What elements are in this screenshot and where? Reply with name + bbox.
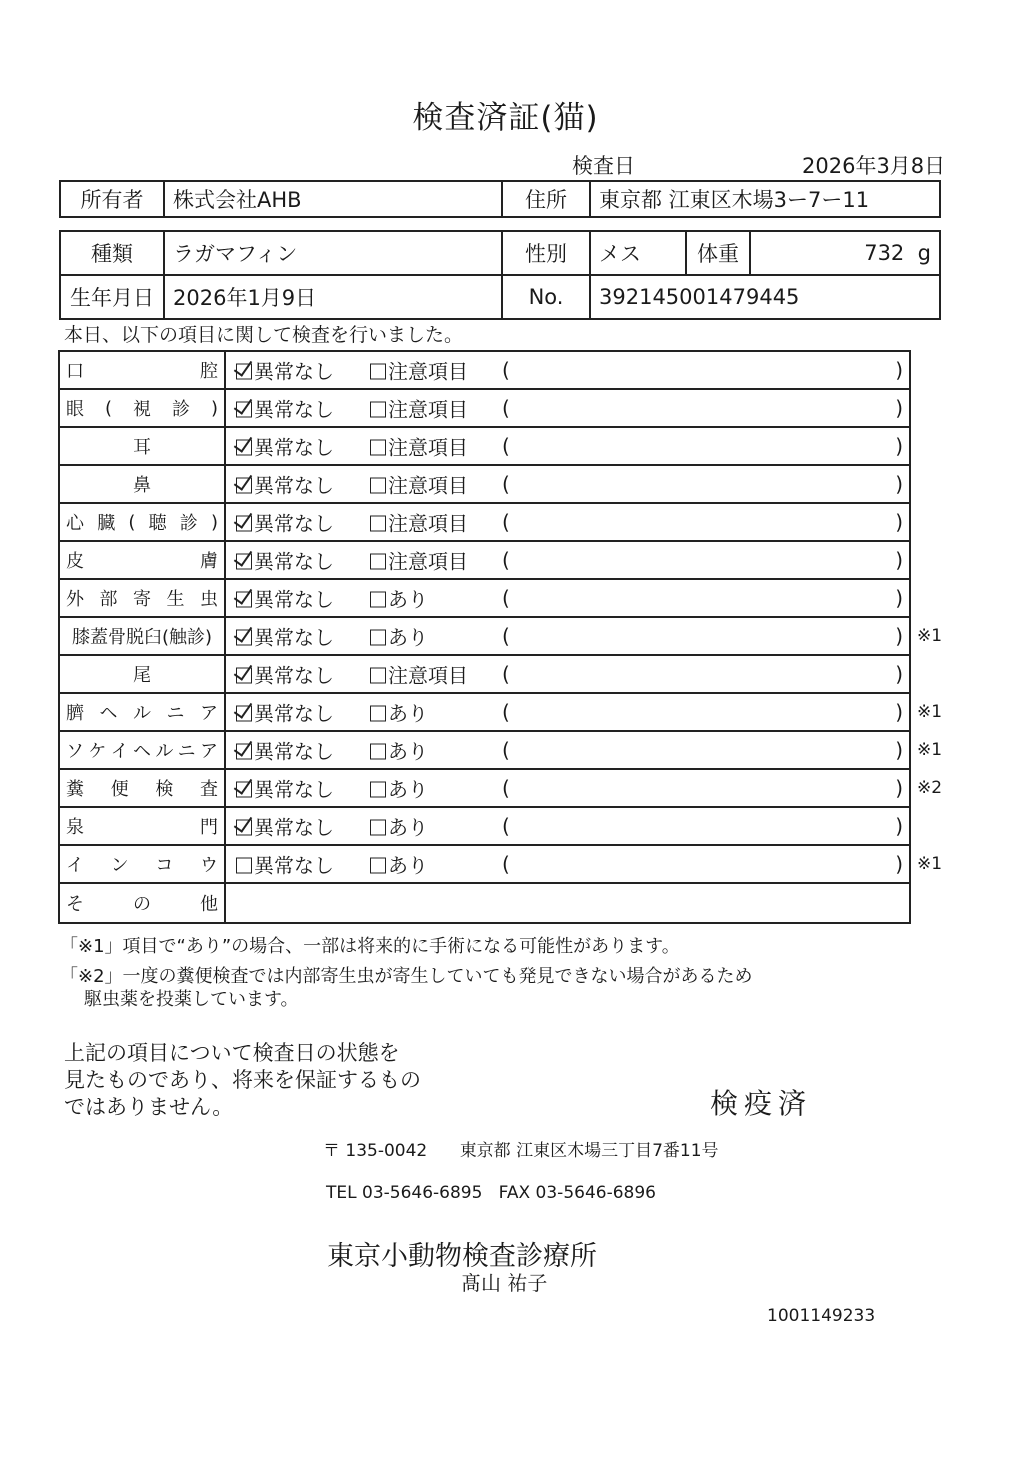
row-label: 皮 膚: [60, 542, 226, 578]
checkbox-icon[interactable]: [370, 554, 386, 570]
option-label: 異常なし: [254, 359, 334, 384]
row-label: 外 部 寄 生 虫: [60, 580, 226, 616]
open-paren: (: [502, 776, 510, 800]
open-paren: (: [502, 472, 510, 496]
option-label: 注意項目: [388, 359, 468, 384]
attention-option[interactable]: [370, 622, 428, 651]
checked-box-icon[interactable]: [236, 592, 252, 608]
check-mark-icon: [234, 394, 253, 414]
check-mark-icon: [234, 736, 253, 756]
fax-number: FAX 03-5646-6896: [498, 1183, 656, 1203]
no-abnormality-option[interactable]: [236, 546, 334, 575]
row-label: 心 臓 ( 聴 診 ): [60, 504, 226, 540]
option-label: 異常なし: [254, 549, 334, 574]
row-label: 糞 便 検 査: [60, 770, 226, 806]
attention-option[interactable]: [370, 698, 428, 727]
address-label: 住所: [502, 181, 590, 217]
no-abnormality-option[interactable]: [236, 508, 334, 537]
checked-box-icon[interactable]: [236, 744, 252, 760]
check-mark-icon: [234, 584, 253, 604]
no-abnormality-option[interactable]: [236, 850, 334, 879]
no-abnormality-option[interactable]: [236, 432, 334, 461]
disclaimer-line-1: 上記の項目について検査日の状態を: [64, 1041, 400, 1065]
table-row: [58, 806, 911, 846]
close-paren: ): [895, 548, 903, 572]
attention-option[interactable]: [370, 812, 428, 841]
footnote-2-line-2: 駆虫薬を投薬しています。: [84, 989, 299, 1010]
checkbox-icon[interactable]: [370, 402, 386, 418]
checked-box-icon[interactable]: [236, 782, 252, 798]
open-paren: (: [502, 586, 510, 610]
option-label: 異常なし: [254, 853, 334, 878]
option-label: 異常なし: [254, 587, 334, 612]
option-label: 異常なし: [254, 397, 334, 422]
sex-label: 性別: [502, 231, 590, 275]
table-row: [58, 350, 911, 390]
attention-option[interactable]: [370, 584, 428, 613]
disclaimer: [64, 1040, 421, 1121]
check-mark-icon: [234, 774, 253, 794]
disclaimer-line-3: ではありません。: [64, 1095, 234, 1119]
table-row: [58, 426, 911, 466]
checkbox-icon[interactable]: [370, 516, 386, 532]
row-label: 鼻: [60, 466, 226, 502]
row-label: イ ン コ ウ: [60, 846, 226, 882]
close-paren: ): [895, 700, 903, 724]
check-mark-icon: [234, 470, 253, 490]
attention-option[interactable]: [370, 736, 428, 765]
option-label: 異常なし: [254, 435, 334, 460]
footnote-marker: ※1: [917, 740, 943, 760]
footnote-marker: ※1: [917, 854, 943, 874]
clinic-address-line: [323, 1136, 719, 1161]
table-row: [58, 730, 911, 770]
checkbox-icon[interactable]: [370, 478, 386, 494]
weight-label: 体重: [686, 231, 750, 275]
checked-box-icon[interactable]: [236, 820, 252, 836]
option-label: あり: [388, 815, 428, 840]
close-paren: ): [895, 852, 903, 876]
option-label: 異常なし: [254, 701, 334, 726]
disclaimer-line-2: 見たものであり、将来を保証するもの: [64, 1068, 421, 1092]
breed-value: ラガマフィン: [164, 231, 502, 275]
attention-option[interactable]: [370, 356, 468, 385]
other-row: [58, 882, 911, 924]
option-label: あり: [388, 777, 428, 802]
row-label: 臍 ヘ ル ニ ア: [60, 694, 226, 730]
serial-number: 1001149233: [767, 1306, 876, 1326]
close-paren: ): [895, 434, 903, 458]
clinic-address: 東京都 江東区木場三丁目7番11号: [459, 1141, 719, 1161]
attention-option[interactable]: [370, 850, 428, 879]
checkbox-icon[interactable]: [370, 364, 386, 380]
check-mark-icon: [234, 812, 253, 832]
weight-unit: g: [917, 241, 931, 265]
row-label: ソ ケ イ ヘ ル ニ ア: [60, 732, 226, 768]
row-label: 口 腔: [60, 352, 226, 388]
no-abnormality-option[interactable]: [236, 774, 334, 803]
table-row: [58, 540, 911, 580]
attention-option[interactable]: [370, 774, 428, 803]
tel-number: TEL 03-5646-6895: [326, 1183, 483, 1203]
close-paren: ): [895, 624, 903, 648]
checked-box-icon[interactable]: [236, 440, 252, 456]
open-paren: (: [502, 624, 510, 648]
weight-cell: [750, 231, 940, 275]
row-label: 泉 門: [60, 808, 226, 844]
table-row: [58, 578, 911, 618]
open-paren: (: [502, 396, 510, 420]
open-paren: (: [502, 434, 510, 458]
footnote-2-line-1: 「※2」一度の糞便検査では内部寄生虫が寄生していても発見できない場合があるため: [60, 966, 753, 987]
number-value: 392145001479445: [590, 275, 940, 319]
option-label: 注意項目: [388, 549, 468, 574]
checkbox-icon[interactable]: [236, 858, 252, 874]
checkbox-icon[interactable]: [370, 744, 386, 760]
checkbox-icon[interactable]: [370, 820, 386, 836]
check-mark-icon: [234, 432, 253, 452]
attention-option[interactable]: [370, 660, 468, 689]
option-label: 異常なし: [254, 473, 334, 498]
footnote-marker: ※2: [917, 778, 943, 798]
option-label: 注意項目: [388, 435, 468, 460]
option-label: 異常なし: [254, 777, 334, 802]
inspection-date-label: 検査日: [572, 154, 635, 178]
checkbox-icon[interactable]: [370, 668, 386, 684]
checkbox-icon[interactable]: [370, 440, 386, 456]
attention-option[interactable]: [370, 394, 468, 423]
checkbox-icon[interactable]: [370, 630, 386, 646]
checked-box-icon[interactable]: [236, 402, 252, 418]
option-label: 注意項目: [388, 473, 468, 498]
option-label: 異常なし: [254, 663, 334, 688]
checked-box-icon[interactable]: [236, 706, 252, 722]
document-title: 検査済証(猫): [412, 100, 599, 136]
option-label: 注意項目: [388, 397, 468, 422]
attention-option[interactable]: [370, 470, 468, 499]
row-label: 膝蓋骨脱臼(触診): [60, 618, 226, 654]
open-paren: (: [502, 548, 510, 572]
clinic-name: 東京小動物検査診療所: [327, 1241, 597, 1272]
birth-label: 生年月日: [60, 275, 164, 319]
inspection-date: 2026年3月8日: [802, 154, 946, 178]
close-paren: ): [895, 738, 903, 762]
postal-code: 〒 135-0042: [323, 1141, 428, 1161]
owner-label: 所有者: [60, 181, 164, 217]
option-label: 異常なし: [254, 815, 334, 840]
contact-line: [326, 1183, 656, 1203]
open-paren: (: [502, 814, 510, 838]
attention-option[interactable]: [370, 508, 468, 537]
no-abnormality-option[interactable]: [236, 698, 334, 727]
checked-box-icon[interactable]: [236, 630, 252, 646]
option-label: 注意項目: [388, 663, 468, 688]
no-abnormality-option[interactable]: [236, 660, 334, 689]
checkbox-icon[interactable]: [370, 592, 386, 608]
intro-text: 本日、以下の項目に関して検査を行いました。: [64, 324, 464, 346]
close-paren: ): [895, 396, 903, 420]
row-label: 耳: [60, 428, 226, 464]
check-mark-icon: [234, 508, 253, 528]
animal-table: [59, 230, 941, 320]
checked-box-icon[interactable]: [236, 364, 252, 380]
option-label: あり: [388, 853, 428, 878]
footnote-1: 「※1」項目で“あり”の場合、一部は将来的に手術になる可能性があります。: [60, 936, 680, 957]
check-mark-icon: [234, 622, 253, 642]
table-row: [58, 616, 911, 656]
close-paren: ): [895, 472, 903, 496]
vet-name: 髙山 祐子: [461, 1271, 548, 1295]
close-paren: ): [895, 358, 903, 382]
quarantine-stamp: 検疫済: [710, 1087, 813, 1120]
checked-box-icon[interactable]: [236, 668, 252, 684]
table-row: [58, 502, 911, 542]
owner-value: 株式会社AHB: [164, 181, 502, 217]
attention-option[interactable]: [370, 432, 468, 461]
owner-table: [59, 180, 941, 218]
checked-box-icon[interactable]: [236, 478, 252, 494]
open-paren: (: [502, 358, 510, 382]
no-abnormality-option[interactable]: [236, 584, 334, 613]
checkbox-icon[interactable]: [370, 858, 386, 874]
open-paren: (: [502, 700, 510, 724]
number-label: No.: [502, 275, 590, 319]
close-paren: ): [895, 776, 903, 800]
no-abnormality-option[interactable]: [236, 470, 334, 499]
close-paren: ): [895, 510, 903, 534]
breed-label: 種類: [60, 231, 164, 275]
sex-value: メス: [590, 231, 686, 275]
open-paren: (: [502, 662, 510, 686]
checkbox-icon[interactable]: [370, 706, 386, 722]
no-abnormality-option[interactable]: [236, 622, 334, 651]
option-label: あり: [388, 701, 428, 726]
check-mark-icon: [234, 356, 253, 376]
table-row: [58, 768, 911, 808]
no-abnormality-option[interactable]: [236, 736, 334, 765]
no-abnormality-option[interactable]: [236, 356, 334, 385]
open-paren: (: [502, 738, 510, 762]
no-abnormality-option[interactable]: [236, 812, 334, 841]
close-paren: ): [895, 662, 903, 686]
open-paren: (: [502, 510, 510, 534]
row-label: 尾: [60, 656, 226, 692]
option-label: 異常なし: [254, 511, 334, 536]
option-label: あり: [388, 625, 428, 650]
check-mark-icon: [234, 660, 253, 680]
option-label: 異常なし: [254, 739, 334, 764]
open-paren: (: [502, 852, 510, 876]
option-label: あり: [388, 587, 428, 612]
checkbox-icon[interactable]: [370, 782, 386, 798]
row-label: 眼 ( 視 診 ): [60, 390, 226, 426]
table-row: [58, 654, 911, 694]
weight-value: 732: [864, 241, 905, 265]
close-paren: ): [895, 814, 903, 838]
option-label: 異常なし: [254, 625, 334, 650]
attention-option[interactable]: [370, 546, 468, 575]
option-label: あり: [388, 739, 428, 764]
table-row: [58, 388, 911, 428]
table-row: [58, 464, 911, 504]
footnote-marker: ※1: [917, 702, 943, 722]
checked-box-icon[interactable]: [236, 516, 252, 532]
birth-value: 2026年1月9日: [164, 275, 502, 319]
check-mark-icon: [234, 698, 253, 718]
address-value: 東京都 江東区木場3ー7ー11: [590, 181, 940, 217]
footnote-marker: ※1: [917, 626, 943, 646]
check-mark-icon: [234, 546, 253, 566]
close-paren: ): [895, 586, 903, 610]
table-row: [58, 692, 911, 732]
no-abnormality-option[interactable]: [236, 394, 334, 423]
checked-box-icon[interactable]: [236, 554, 252, 570]
table-row: [58, 844, 911, 884]
other-label: そ の 他: [60, 884, 226, 922]
option-label: 注意項目: [388, 511, 468, 536]
